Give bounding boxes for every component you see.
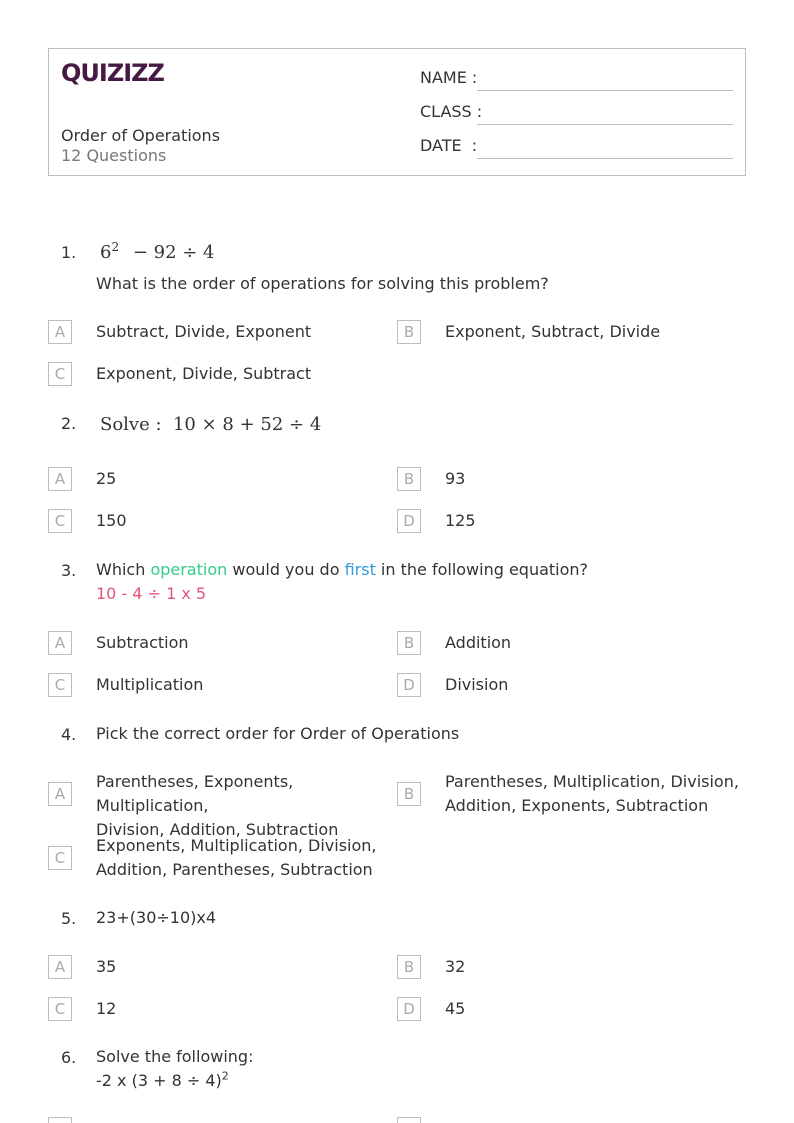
option-text: Division	[445, 675, 509, 694]
question-text: Pick the correct order for Order of Operations	[96, 724, 460, 743]
class-label: CLASS :	[420, 102, 483, 121]
math-rest: − 92 ÷ 4	[132, 242, 215, 263]
date-line[interactable]	[477, 158, 733, 159]
option-box-b[interactable]: B	[397, 320, 421, 344]
option-text: Exponent, Divide, Subtract	[96, 364, 312, 383]
option-line: Parentheses, Exponents, Multiplication,	[96, 772, 294, 815]
option-box-partial[interactable]	[48, 1117, 72, 1123]
expression-exponent: 2	[221, 1069, 229, 1083]
question-number: 3.	[61, 561, 77, 580]
text-part: in the following equation?	[375, 560, 589, 579]
option-text	[96, 834, 396, 882]
equation-text: 10 - 4 ÷ 1 x 5	[96, 584, 207, 603]
option-text: 32	[445, 957, 466, 976]
option-line: Parentheses, Multiplication, Division,	[445, 772, 739, 791]
option-box-b[interactable]: B	[397, 631, 421, 655]
option-box-a[interactable]: A	[48, 631, 72, 655]
option-box-d[interactable]: D	[397, 509, 421, 533]
name-field[interactable]	[420, 68, 733, 92]
option-text: 45	[445, 999, 466, 1018]
option-box-b[interactable]: B	[397, 467, 421, 491]
name-line[interactable]	[477, 90, 733, 91]
question-math: Solve : 10 × 8 + 52 ÷ 4	[100, 414, 322, 435]
class-field[interactable]	[420, 102, 733, 126]
question-math	[100, 241, 215, 265]
question-number: 1.	[61, 243, 77, 262]
question-text: Solve the following:	[96, 1047, 254, 1066]
option-box-c[interactable]: C	[48, 997, 72, 1021]
name-label: NAME :	[420, 68, 478, 87]
option-box-a[interactable]: A	[48, 320, 72, 344]
question-text: What is the order of operations for solving this problem?	[96, 274, 549, 293]
option-line: Exponents, Multiplication, Division,	[96, 836, 377, 855]
math-base: 6	[100, 242, 112, 263]
option-text: 150	[96, 511, 127, 530]
date-field[interactable]	[420, 136, 733, 160]
option-text: 125	[445, 511, 476, 530]
option-line: Division, Addition, Subtraction	[96, 820, 339, 839]
highlight-first: first	[344, 560, 376, 579]
option-text	[445, 770, 745, 818]
option-box-b[interactable]: B	[397, 955, 421, 979]
option-text: Addition	[445, 633, 512, 652]
expression-text	[96, 1069, 229, 1093]
option-line: Addition, Parentheses, Subtraction	[96, 860, 373, 879]
quizizz-logo: QUIZIZZ	[61, 59, 164, 87]
option-text: Multiplication	[96, 675, 204, 694]
question-number: 6.	[61, 1048, 77, 1067]
math-exponent: 2	[111, 240, 120, 254]
worksheet-title: Order of Operations	[61, 126, 221, 145]
text-part: Which	[96, 560, 151, 579]
option-box-a[interactable]: A	[48, 955, 72, 979]
option-text: 12	[96, 999, 117, 1018]
option-box-b[interactable]: B	[397, 782, 421, 806]
option-box-c[interactable]: C	[48, 509, 72, 533]
worksheet-header	[48, 48, 746, 176]
option-text: 25	[96, 469, 117, 488]
option-box-d[interactable]: D	[397, 673, 421, 697]
option-box-c[interactable]: C	[48, 362, 72, 386]
option-text	[96, 770, 396, 842]
question-count: 12 Questions	[61, 146, 167, 165]
question-number: 2.	[61, 414, 77, 433]
option-text: 35	[96, 957, 117, 976]
class-line[interactable]	[477, 124, 733, 125]
date-label: DATE :	[420, 136, 478, 155]
option-box-a[interactable]: A	[48, 782, 72, 806]
text-part: would you do	[227, 560, 345, 579]
option-line: Addition, Exponents, Subtraction	[445, 796, 709, 815]
option-text: 93	[445, 469, 466, 488]
option-box-c[interactable]: C	[48, 673, 72, 697]
highlight-operation: operation	[150, 560, 228, 579]
option-box-partial[interactable]	[397, 1117, 421, 1123]
option-box-a[interactable]: A	[48, 467, 72, 491]
question-number: 5.	[61, 909, 77, 928]
expression: -2 x (3 + 8 ÷ 4)	[96, 1071, 222, 1090]
question-text: 23+(30÷10)x4	[96, 908, 217, 927]
option-text: Subtraction	[96, 633, 189, 652]
question-number: 4.	[61, 725, 77, 744]
option-box-d[interactable]: D	[397, 997, 421, 1021]
option-box-c[interactable]: C	[48, 846, 72, 870]
question-text	[96, 558, 588, 582]
option-text: Subtract, Divide, Exponent	[96, 322, 312, 341]
option-text: Exponent, Subtract, Divide	[445, 322, 661, 341]
